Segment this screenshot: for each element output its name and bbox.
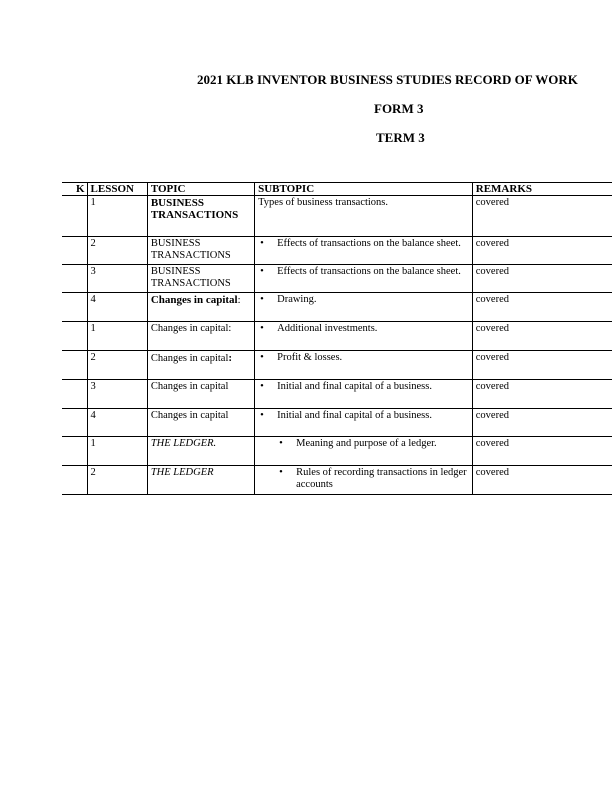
subtopic-bullet-item: • Initial and final capital of a business. xyxy=(258,410,469,422)
term-label: TERM 3 xyxy=(376,130,425,145)
week-cell xyxy=(62,293,87,322)
subtopic-list xyxy=(258,381,469,393)
topic-suffix: : xyxy=(228,352,233,364)
week-cell xyxy=(62,409,87,437)
subtopic-list xyxy=(258,294,469,306)
table-row xyxy=(62,409,612,437)
remarks-cell: covered xyxy=(472,322,612,351)
topic-suffix: : xyxy=(237,295,241,306)
subtopic-bullet-item: • Profit & losses. xyxy=(258,352,469,364)
week-cell xyxy=(62,265,87,293)
subtopic-cell xyxy=(255,380,473,409)
table-row xyxy=(62,237,612,265)
subtopic-cell xyxy=(255,293,473,322)
subtopic-cell xyxy=(255,265,473,293)
form-label: FORM 3 xyxy=(374,101,424,116)
week-cell xyxy=(62,196,87,237)
subtopic-list xyxy=(258,410,469,422)
lesson-cell: 2 xyxy=(87,351,147,380)
remarks-cell: covered xyxy=(472,237,612,265)
subtopic-list xyxy=(258,266,469,278)
subtopic-cell xyxy=(255,466,473,495)
subtopic-cell xyxy=(255,351,473,380)
subtopic-bullet-item: • Effects of transactions on the balance sheet. xyxy=(258,266,469,278)
header-topic: TOPIC xyxy=(147,183,254,196)
subtopic-list xyxy=(258,238,469,250)
lesson-cell: 3 xyxy=(87,265,147,293)
subtopic-cell xyxy=(255,437,473,466)
remarks-cell: covered xyxy=(472,351,612,380)
subtopic-bullet-item: • Initial and final capital of a business. xyxy=(258,381,469,393)
table-row xyxy=(62,466,612,495)
table-row xyxy=(62,196,612,237)
remarks-cell: covered xyxy=(472,196,612,237)
subtopic-list xyxy=(258,323,469,335)
topic-cell: Changes in capital: xyxy=(147,322,254,351)
topic-cell: Changes in capital xyxy=(147,380,254,409)
subtopic-bullet-item: • Drawing. xyxy=(258,294,469,306)
table-row xyxy=(62,265,612,293)
remarks-cell: covered xyxy=(472,293,612,322)
header-lesson: LESSON xyxy=(87,183,147,196)
topic-cell: Changes in capital xyxy=(147,409,254,437)
subtopic-bullet-item: • Additional investments. xyxy=(258,323,469,335)
record-of-work-table xyxy=(62,182,612,495)
header-remarks: REMARKS xyxy=(472,183,612,196)
topic-text: Changes in capital xyxy=(150,353,229,364)
topic-cell: BUSINESS TRANSACTIONS xyxy=(147,237,254,265)
lesson-cell: 4 xyxy=(87,409,147,437)
lesson-cell: 1 xyxy=(87,196,147,237)
table-row xyxy=(62,437,612,466)
remarks-cell: covered xyxy=(472,437,612,466)
subtopic-list xyxy=(258,352,469,364)
table-row xyxy=(62,351,612,380)
subtopic-cell xyxy=(255,409,473,437)
topic-cell: BUSINESS TRANSACTIONS xyxy=(147,196,254,237)
remarks-cell: covered xyxy=(472,409,612,437)
document-title: 2021 KLB INVENTOR BUSINESS STUDIES RECORD OF WORK xyxy=(197,72,578,87)
week-cell xyxy=(62,237,87,265)
table-row xyxy=(62,322,612,351)
lesson-cell: 2 xyxy=(87,466,147,495)
header-subtopic: SUBTOPIC xyxy=(255,183,473,196)
topic-cell: BUSINESS TRANSACTIONS xyxy=(147,265,254,293)
lesson-cell: 3 xyxy=(87,380,147,409)
subtopic-cell xyxy=(255,237,473,265)
topic-cell: THE LEDGER xyxy=(147,466,254,495)
table-header-row xyxy=(62,183,612,196)
lesson-cell: 2 xyxy=(87,237,147,265)
topic-cell xyxy=(147,351,254,380)
remarks-cell: covered xyxy=(472,265,612,293)
remarks-cell: covered xyxy=(472,380,612,409)
record-of-work-table-container xyxy=(0,182,612,495)
topic-cell xyxy=(147,293,254,322)
subtopic-bullet-item: • Rules of recording transactions in ledger accounts xyxy=(258,467,469,491)
lesson-cell: 4 xyxy=(87,293,147,322)
subtopic-cell: Types of business transactions. xyxy=(255,196,473,237)
table-row xyxy=(62,380,612,409)
topic-text: Changes in capital xyxy=(150,294,238,306)
subtopic-cell xyxy=(255,322,473,351)
header-week: K xyxy=(62,183,87,196)
remarks-cell: covered xyxy=(472,466,612,495)
week-cell xyxy=(62,322,87,351)
topic-cell: THE LEDGER. xyxy=(147,437,254,466)
week-cell xyxy=(62,351,87,380)
subtopic-bullet-item: • Effects of transactions on the balance sheet. xyxy=(258,238,469,250)
subtopic-list xyxy=(258,467,469,491)
week-cell xyxy=(62,380,87,409)
lesson-cell: 1 xyxy=(87,322,147,351)
subtopic-list xyxy=(258,438,469,450)
week-cell xyxy=(62,437,87,466)
week-cell xyxy=(62,466,87,495)
table-row xyxy=(62,293,612,322)
subtopic-bullet-item: • Meaning and purpose of a ledger. xyxy=(258,438,469,450)
lesson-cell: 1 xyxy=(87,437,147,466)
